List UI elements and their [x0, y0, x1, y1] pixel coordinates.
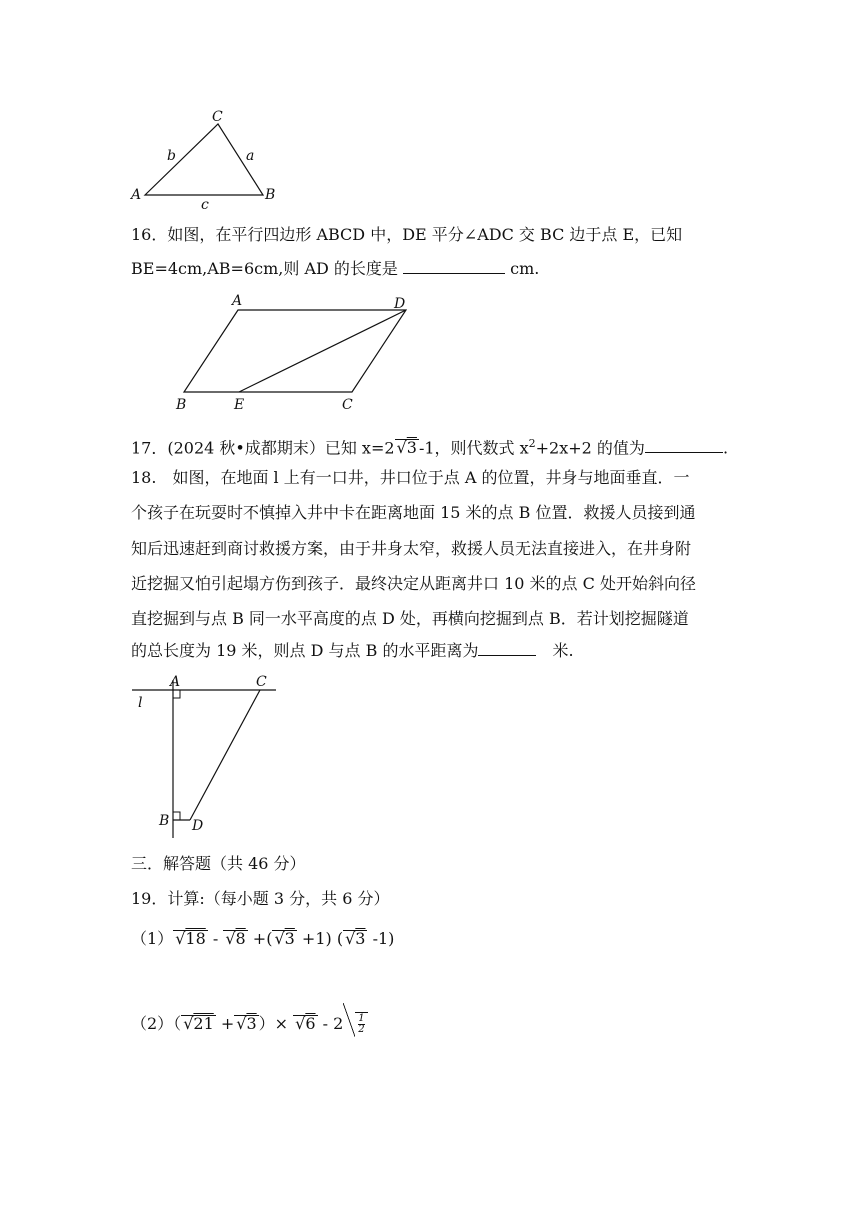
part1-number: （1）: [131, 929, 174, 948]
fraction: $\frac{1}{2}$: [358, 1013, 365, 1035]
q18-line5: 直挖掘到与点 B 同一水平高度的点 D 处，再横向挖掘到点 B．若计划挖掘隧道: [131, 609, 689, 628]
sqrt-18: √18: [175, 929, 206, 948]
label-b: b: [167, 148, 176, 164]
q19-title: 19．计算:（每小题 3 分，共 6 分）: [131, 889, 390, 908]
label-l: l: [138, 695, 143, 711]
q18-line1: 18. 如图，在地面 l 上有一口井，井口位于点 A 的位置，井身与地面垂直．一: [131, 468, 690, 487]
op: -1): [367, 929, 395, 948]
label-A: A: [131, 187, 142, 203]
op: +: [215, 1014, 235, 1033]
q18-answer-blank[interactable]: [478, 641, 536, 656]
q16-line1: 16．如图，在平行四边形 ABCD 中，DE 平分∠ADC 交 BC 边于点 E，已知: [131, 225, 683, 244]
label-C: C: [212, 109, 223, 125]
sqrt-8: √8: [225, 929, 246, 948]
sqrt-one-half: [355, 1012, 367, 1035]
label-A: A: [170, 674, 181, 690]
q17-mid: -1，则代数式 x: [418, 438, 529, 458]
sqrt-6: √6: [295, 1014, 316, 1033]
q16-answer-blank[interactable]: [403, 259, 505, 274]
op: -: [207, 929, 224, 948]
label-B: B: [265, 187, 276, 203]
label-B: B: [176, 397, 187, 413]
q17-sup: 2: [528, 437, 536, 450]
op: +(: [247, 929, 273, 948]
q18-line4: 近挖掘又怕引起塌方伤到孩子．最终决定从距离井口 10 米的点 C 处开始斜向径: [131, 574, 696, 593]
section-heading: 三．解答题（共 46 分）: [131, 854, 306, 873]
sqrt-3: √3: [345, 929, 366, 948]
sqrt-3: √3: [236, 1014, 257, 1033]
q16-unit: cm.: [505, 259, 540, 278]
triangle-figure: [125, 105, 295, 215]
label-D: D: [394, 296, 406, 312]
q17-answer-blank[interactable]: [645, 438, 723, 453]
q19-part2: [131, 1012, 368, 1035]
label-C: C: [256, 674, 267, 690]
q17-suffix: +2x+2 的值为: [535, 438, 645, 458]
sqrt-21: √21: [183, 1014, 214, 1033]
sqrt-3: √3: [274, 929, 295, 948]
op: - 2: [317, 1014, 344, 1033]
q16-line2: [131, 258, 539, 280]
sqrt-3: √3: [396, 438, 417, 458]
q18-line6: [131, 640, 574, 662]
q19-part1: [131, 928, 394, 950]
q17-line: [131, 433, 728, 459]
label-c: c: [201, 197, 209, 213]
q18-line3: 知后迅速赶到商讨救援方案，由于井身太窄，救援人员无法直接进入，在井身附: [131, 539, 692, 558]
q17-end: .: [722, 438, 729, 458]
op: ）×: [258, 1014, 294, 1033]
q18-line2: 个孩子在玩耍时不慎掉入井中卡在距离地面 15 米的点 B 位置．救援人员接到通: [131, 503, 696, 522]
part2-number: （2）（: [131, 1014, 182, 1033]
label-C: C: [342, 397, 353, 413]
q16-text: BE=4cm,AB=6cm,则 AD 的长度是: [131, 259, 404, 278]
label-B: B: [159, 813, 170, 829]
q17-prefix: 17．(2024 秋•成都期末）已知 x=2: [131, 438, 395, 458]
label-a: a: [246, 148, 255, 164]
op: +1) (: [296, 929, 344, 948]
label-E: E: [234, 397, 245, 413]
label-A: A: [232, 293, 243, 309]
parallelogram-figure: [170, 288, 420, 414]
q18-last-text: 的总长度为 19 米，则点 D 与点 B 的水平距离为: [131, 641, 479, 660]
q18-unit: 米.: [536, 641, 574, 660]
well-figure: [128, 670, 288, 842]
label-D: D: [192, 818, 204, 834]
